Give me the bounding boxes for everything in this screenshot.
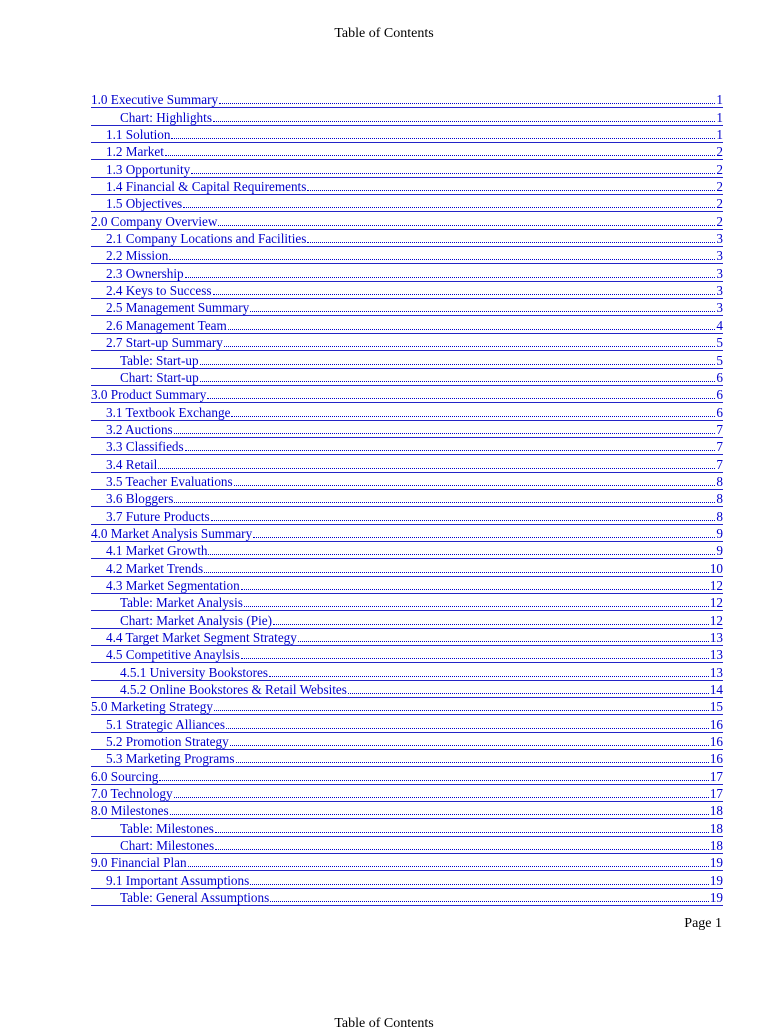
table-of-contents bbox=[91, 91, 723, 906]
toc-entry-label: 2.7 Start-up Summary bbox=[106, 335, 223, 351]
dot-leader bbox=[236, 761, 709, 763]
toc-entry[interactable] bbox=[91, 733, 723, 750]
toc-entry[interactable] bbox=[91, 316, 723, 333]
toc-entry-page: 7 bbox=[716, 456, 723, 472]
dot-leader bbox=[213, 293, 716, 295]
toc-entry-label: 3.6 Bloggers bbox=[106, 491, 174, 507]
toc-entry-label: 5.1 Strategic Alliances bbox=[106, 716, 226, 732]
toc-entry[interactable] bbox=[91, 351, 723, 368]
toc-entry-page: 17 bbox=[709, 786, 723, 802]
dot-leader bbox=[213, 120, 715, 122]
toc-entry[interactable] bbox=[91, 577, 723, 594]
dot-leader bbox=[230, 744, 709, 746]
toc-entry[interactable] bbox=[91, 473, 723, 490]
toc-entry[interactable] bbox=[91, 681, 723, 698]
toc-entry-page: 7 bbox=[716, 439, 723, 455]
toc-entry-page: 19 bbox=[709, 872, 723, 888]
toc-entry-label: 1.0 Executive Summary bbox=[91, 92, 219, 108]
toc-entry-page: 1 bbox=[716, 127, 723, 143]
toc-entry-label: Table: General Assumptions bbox=[120, 890, 270, 906]
page-title: Table of Contents bbox=[334, 26, 434, 41]
toc-entry[interactable] bbox=[91, 369, 723, 386]
toc-entry[interactable] bbox=[91, 195, 723, 212]
toc-entry-label: 2.2 Mission bbox=[106, 248, 169, 264]
dot-leader bbox=[307, 241, 715, 243]
toc-entry-page: 3 bbox=[716, 265, 723, 281]
dot-leader bbox=[170, 813, 709, 815]
toc-entry-label: 1.4 Financial & Capital Requirements bbox=[106, 179, 307, 195]
toc-entry[interactable] bbox=[91, 178, 723, 195]
dot-leader bbox=[185, 449, 716, 451]
toc-entry-label: 2.5 Management Summary bbox=[106, 300, 250, 316]
toc-entry-label: 2.0 Company Overview bbox=[91, 213, 218, 229]
toc-entry-page: 18 bbox=[709, 838, 723, 854]
toc-entry-page: 3 bbox=[716, 248, 723, 264]
toc-entry[interactable] bbox=[91, 264, 723, 281]
dot-leader bbox=[226, 727, 709, 729]
toc-entry[interactable] bbox=[91, 108, 723, 125]
toc-entry[interactable] bbox=[91, 611, 723, 628]
dot-leader bbox=[208, 553, 715, 555]
toc-entry-label: 2.3 Ownership bbox=[106, 265, 184, 281]
toc-entry-page: 9 bbox=[716, 543, 723, 559]
toc-entry-page: 16 bbox=[709, 716, 723, 732]
toc-entry-page: 16 bbox=[709, 751, 723, 767]
dot-leader bbox=[215, 831, 709, 833]
toc-entry[interactable] bbox=[91, 542, 723, 559]
dot-leader bbox=[158, 467, 715, 469]
toc-entry-page: 2 bbox=[716, 196, 723, 212]
dot-leader bbox=[169, 258, 715, 260]
toc-entry-label: 4.5.2 Online Bookstores & Retail Websites bbox=[120, 682, 347, 698]
toc-entry[interactable] bbox=[91, 819, 723, 836]
toc-entry-label: 3.5 Teacher Evaluations bbox=[106, 473, 233, 489]
dot-leader bbox=[215, 848, 709, 850]
dot-leader bbox=[224, 345, 716, 347]
toc-entry-page: 2 bbox=[716, 179, 723, 195]
toc-entry-page: 4 bbox=[716, 317, 723, 333]
toc-entry[interactable] bbox=[91, 299, 723, 316]
toc-entry-label: 2.1 Company Locations and Facilities bbox=[106, 231, 307, 247]
toc-entry-page: 1 bbox=[716, 92, 723, 108]
toc-entry-label: 4.1 Market Growth bbox=[106, 543, 208, 559]
dot-leader bbox=[269, 675, 709, 677]
toc-entry-page: 18 bbox=[709, 803, 723, 819]
toc-entry-label: 1.5 Objectives bbox=[106, 196, 183, 212]
toc-entry-page: 17 bbox=[709, 768, 723, 784]
toc-entry-page: 15 bbox=[709, 699, 723, 715]
toc-entry[interactable] bbox=[91, 698, 723, 715]
toc-entry[interactable] bbox=[91, 767, 723, 784]
dot-leader bbox=[253, 536, 715, 538]
dot-leader bbox=[270, 900, 709, 902]
toc-entry-label: 4.5 Competitive Anaylsis bbox=[106, 647, 240, 663]
toc-entry[interactable] bbox=[91, 247, 723, 264]
toc-entry[interactable] bbox=[91, 837, 723, 854]
dot-leader bbox=[298, 640, 709, 642]
toc-entry-page: 12 bbox=[709, 577, 723, 593]
toc-entry-page: 8 bbox=[716, 491, 723, 507]
toc-entry[interactable] bbox=[91, 525, 723, 542]
dot-leader bbox=[218, 224, 715, 226]
toc-entry-page: 3 bbox=[716, 300, 723, 316]
toc-entry-page: 6 bbox=[716, 369, 723, 385]
toc-entry[interactable] bbox=[91, 438, 723, 455]
toc-entry[interactable] bbox=[91, 785, 723, 802]
toc-entry-label: 7.0 Technology bbox=[91, 786, 173, 802]
toc-entry-page: 5 bbox=[716, 352, 723, 368]
toc-entry[interactable] bbox=[91, 646, 723, 663]
toc-entry-label: 5.3 Marketing Programs bbox=[106, 751, 235, 767]
toc-entry-label: 5.2 Promotion Strategy bbox=[106, 734, 229, 750]
dot-leader bbox=[165, 154, 716, 156]
dot-leader bbox=[244, 605, 709, 607]
toc-entry-page: 3 bbox=[716, 283, 723, 299]
toc-entry-label: 6.0 Sourcing bbox=[91, 768, 159, 784]
toc-entry[interactable] bbox=[91, 663, 723, 680]
dot-leader bbox=[307, 189, 715, 191]
toc-entry[interactable] bbox=[91, 91, 723, 108]
toc-entry-page: 19 bbox=[709, 890, 723, 906]
toc-entry[interactable] bbox=[91, 889, 723, 906]
toc-entry-page: 1 bbox=[716, 109, 723, 125]
dot-leader bbox=[171, 137, 715, 139]
dot-leader bbox=[241, 657, 709, 659]
toc-entry-label: 2.4 Keys to Success bbox=[106, 283, 212, 299]
toc-entry-label: 3.4 Retail bbox=[106, 456, 158, 472]
toc-entry-page: 8 bbox=[716, 473, 723, 489]
dot-leader bbox=[234, 484, 716, 486]
toc-entry[interactable] bbox=[91, 750, 723, 767]
toc-entry[interactable] bbox=[91, 282, 723, 299]
toc-entry[interactable] bbox=[91, 802, 723, 819]
toc-entry[interactable] bbox=[91, 160, 723, 177]
dot-leader bbox=[191, 172, 715, 174]
toc-entry-label: 3.1 Textbook Exchange bbox=[106, 404, 231, 420]
dot-leader bbox=[214, 709, 709, 711]
page-number: Page 1 bbox=[684, 916, 722, 931]
toc-entry-page: 2 bbox=[716, 213, 723, 229]
dot-leader bbox=[207, 397, 715, 399]
toc-entry-label: Table: Start-up bbox=[120, 352, 199, 368]
toc-entry[interactable] bbox=[91, 403, 723, 420]
toc-entry-page: 16 bbox=[709, 734, 723, 750]
toc-entry-label: 1.3 Opportunity bbox=[106, 161, 191, 177]
toc-entry-label: 4.2 Market Trends bbox=[106, 560, 204, 576]
toc-entry[interactable] bbox=[91, 715, 723, 732]
toc-entry-page: 19 bbox=[709, 855, 723, 871]
toc-entry-page: 8 bbox=[716, 508, 723, 524]
toc-entry[interactable] bbox=[91, 386, 723, 403]
toc-entry[interactable] bbox=[91, 455, 723, 472]
toc-entry-label: Table: Market Analysis bbox=[120, 595, 243, 611]
dot-leader bbox=[211, 519, 716, 521]
toc-entry-page: 12 bbox=[709, 595, 723, 611]
dot-leader bbox=[273, 623, 709, 625]
toc-entry[interactable] bbox=[91, 871, 723, 888]
toc-entry-label: 3.3 Classifieds bbox=[106, 439, 184, 455]
toc-entry-label: 4.0 Market Analysis Summary bbox=[91, 525, 253, 541]
toc-entry-page: 14 bbox=[709, 682, 723, 698]
toc-entry-page: 6 bbox=[716, 387, 723, 403]
toc-entry[interactable] bbox=[91, 421, 723, 438]
toc-entry-page: 13 bbox=[709, 647, 723, 663]
toc-entry-label: 4.5.1 University Bookstores bbox=[120, 664, 268, 680]
toc-entry-page: 10 bbox=[709, 560, 723, 576]
toc-entry[interactable] bbox=[91, 212, 723, 229]
toc-entry-label: 1.1 Solution bbox=[106, 127, 171, 143]
toc-entry-page: 2 bbox=[716, 144, 723, 160]
toc-entry-label: 4.3 Market Segmentation bbox=[106, 577, 240, 593]
dot-leader bbox=[200, 380, 716, 382]
toc-entry-page: 9 bbox=[716, 525, 723, 541]
dot-leader bbox=[228, 328, 716, 330]
toc-entry[interactable] bbox=[91, 854, 723, 871]
dot-leader bbox=[200, 363, 716, 365]
toc-entry-label: 3.0 Product Summary bbox=[91, 387, 207, 403]
toc-entry-page: 2 bbox=[716, 161, 723, 177]
toc-entry-page: 13 bbox=[709, 630, 723, 645]
dot-leader bbox=[250, 883, 709, 885]
toc-entry[interactable] bbox=[91, 230, 723, 247]
dot-leader bbox=[204, 571, 709, 573]
dot-leader bbox=[174, 796, 709, 798]
toc-entry[interactable] bbox=[91, 334, 723, 351]
toc-entry-label: Chart: Milestones bbox=[120, 838, 215, 854]
toc-entry-label: 2.6 Management Team bbox=[106, 317, 227, 333]
dot-leader bbox=[185, 276, 716, 278]
next-page-title: Table of Contents bbox=[334, 1016, 434, 1031]
toc-entry[interactable] bbox=[91, 126, 723, 143]
toc-entry[interactable] bbox=[91, 143, 723, 160]
toc-entry[interactable] bbox=[91, 629, 723, 646]
toc-entry-label: Table: Milestones bbox=[120, 820, 214, 836]
toc-entry-label: 3.2 Auctions bbox=[106, 421, 173, 437]
dot-leader bbox=[250, 310, 715, 312]
toc-entry[interactable] bbox=[91, 559, 723, 576]
dot-leader bbox=[219, 102, 715, 104]
toc-entry-page: 18 bbox=[709, 820, 723, 836]
toc-entry-label: Chart: Market Analysis (Pie) bbox=[120, 612, 272, 628]
dot-leader bbox=[174, 432, 716, 434]
toc-entry-label: 1.2 Market bbox=[106, 144, 164, 160]
dot-leader bbox=[174, 501, 715, 503]
dot-leader bbox=[188, 865, 709, 867]
toc-entry-label: 3.7 Future Products bbox=[106, 508, 210, 524]
toc-entry[interactable] bbox=[91, 594, 723, 611]
dot-leader bbox=[183, 206, 715, 208]
toc-entry-label: 5.0 Marketing Strategy bbox=[91, 699, 213, 715]
toc-entry-label: 4.4 Target Market Segment Strategy bbox=[106, 630, 297, 645]
toc-entry-label: Chart: Start-up bbox=[120, 369, 199, 385]
toc-entry[interactable] bbox=[91, 490, 723, 507]
toc-entry-label: 9.1 Important Assumptions bbox=[106, 872, 250, 888]
toc-entry-label: 9.0 Financial Plan bbox=[91, 855, 187, 871]
toc-entry-page: 6 bbox=[716, 404, 723, 420]
toc-entry-page: 12 bbox=[709, 612, 723, 628]
toc-entry-page: 3 bbox=[716, 231, 723, 247]
toc-entry-page: 13 bbox=[709, 664, 723, 680]
toc-entry-page: 5 bbox=[716, 335, 723, 351]
toc-entry-label: Chart: Highlights bbox=[120, 109, 212, 125]
toc-entry[interactable] bbox=[91, 507, 723, 524]
dot-leader bbox=[348, 692, 709, 694]
dot-leader bbox=[159, 779, 708, 781]
dot-leader bbox=[231, 415, 715, 417]
dot-leader bbox=[241, 588, 709, 590]
toc-entry-label: 8.0 Milestones bbox=[91, 803, 169, 819]
toc-entry-page: 7 bbox=[716, 421, 723, 437]
